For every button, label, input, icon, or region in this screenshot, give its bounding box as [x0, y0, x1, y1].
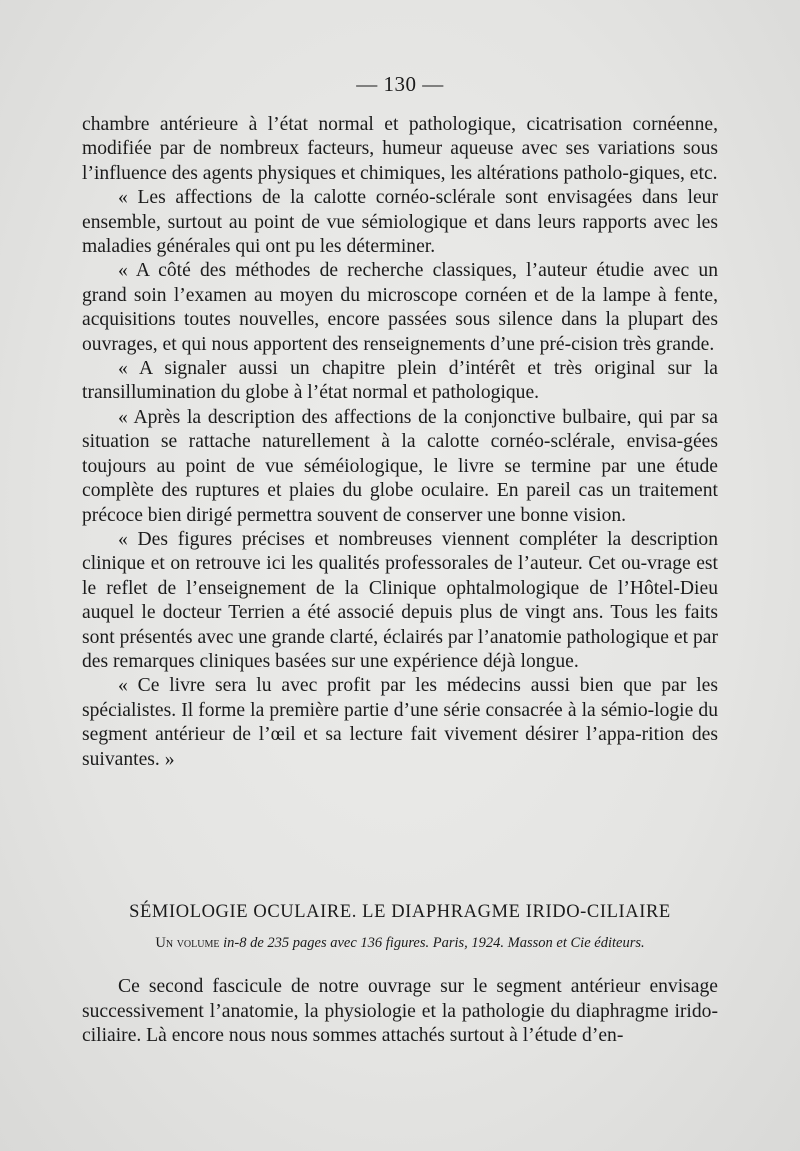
- paragraph-7: « Ce livre sera lu avec profit par les médecins aussi bien que par les spécialistes. Il forme la première partie d’une série consacrée à la sémio-logie du segment antérieur de l’œil et sa lecture fait vivement désirer l’appa-rition des suivantes. »: [82, 675, 718, 770]
- paragraph-6: « Des figures précises et nombreuses viennent compléter la description clinique et on retrouve ici les qualités professorales de l’auteur. Cet ou-vrage est le reflet de l’enseignement de la Clinique ophtalmologique de l’Hôtel-Dieu auquel le docteur Terrien a été associé depuis plus de vingt ans. Tous les faits sont présentés avec une grande clarté, éclairés par l’anatomie pathologique et par des remarques cliniques basées sur une expérience déjà longue.: [82, 528, 718, 672]
- paragraph-4: « A signaler aussi un chapitre plein d’intérêt et très original sur la transillumination du globe à l’état normal et pathologique.: [82, 358, 718, 404]
- publication-details-rest: in-8 de 235 pages avec 136 figures. Paris, 1924. Masson et Cie éditeurs.: [219, 935, 645, 951]
- publication-details: [0, 935, 800, 952]
- paragraph-5: « Après la description des affections de la conjonctive bulbaire, qui par sa situation se rattache naturellement à la calotte cornéo-sclérale, envisa-gées toujours au point de vue séméiologique, le livre se termine par une étude complète des ruptures et plaies du globe oculaire. En pareil cas un traitement précoce bien dirigé permettra souvent de conserver une bonne vision.: [82, 406, 718, 526]
- paragraph-2: « Les affections de la calotte cornéo-sclérale sont envisagées dans leur ensemble, surtout au point de vue sémiologique et dans leurs rapports avec les maladies générales qui ont pu les déterminer.: [82, 187, 718, 258]
- paragraph-3: « A côté des méthodes de recherche classiques, l’auteur étudie avec un grand soin l’examen au moyen du microscope cornéen et de la lampe à fente, acquisitions toutes nouvelles, encore passées sous silence dans la plupart des ouvrages, et qui nous apportent des renseignements d’une pré-cision très grande.: [82, 260, 718, 355]
- review-text: [82, 113, 718, 772]
- paragraph-1: chambre antérieure à l’état normal et pathologique, cicatrisation cornéenne, modifiée par de nombreux facteurs, humeur aqueuse avec ses variations sous l’influence des agents physiques et chimiques, les altérations patholo-giques, etc.: [82, 114, 718, 184]
- section-text: [82, 975, 718, 1049]
- section-title: SÉMIOLOGIE OCULAIRE. LE DIAPHRAGME IRIDO-CILIAIRE: [129, 902, 671, 922]
- section-paragraph: Ce second fascicule de notre ouvrage sur le segment antérieur envisage successivement l’anatomie, la physiologie et la pathologie du diaphragme irido-ciliaire. Là encore nous nous sommes attachés surtout à l’étude d’en-: [82, 976, 718, 1047]
- page-number: — 130 —: [356, 72, 444, 96]
- publication-details-lead: Un volume: [155, 935, 220, 951]
